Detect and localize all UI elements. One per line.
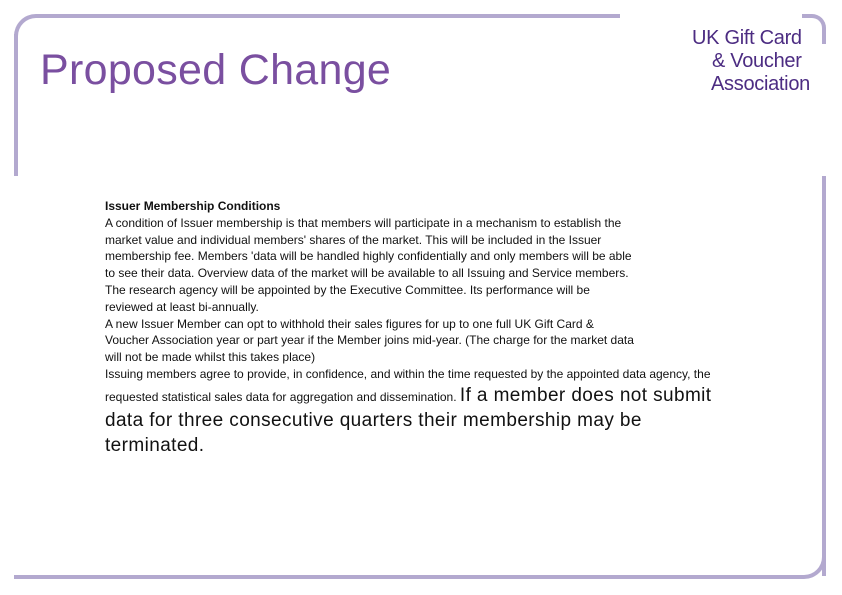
slide-title: Proposed Change xyxy=(40,46,392,94)
logo-line-1: UK Gift Card xyxy=(692,27,802,49)
logo-line-3: Association xyxy=(711,73,810,95)
section-heading: Issuer Membership Conditions xyxy=(105,199,281,213)
association-logo xyxy=(692,27,817,96)
frame-right-border xyxy=(822,176,826,576)
paragraph-data-provision-small: Issuing members agree to provide, in confidence, and within the time requested by the appointed data agency, the requested statistical sales data for aggregation and dissemination. xyxy=(105,366,711,404)
paragraph-data-provision xyxy=(105,366,745,458)
frame-bottom-border xyxy=(14,553,826,579)
paragraph-new-member: A new Issuer Member can opt to withhold their sales figures for up to one full UK Gift Card & Voucher Association year or part year if the Member joins mid-year. (The charge for the market data will not be made whilst this takes place) xyxy=(105,316,634,365)
frame-top-border xyxy=(14,14,620,38)
slide-body xyxy=(105,198,745,458)
paragraph-termination-large: If a member does not submit data for three consecutive quarters their membership may be terminated. xyxy=(105,384,712,456)
logo-line-2: & Voucher xyxy=(712,50,802,72)
paragraph-membership-condition: A condition of Issuer membership is that members will participate in a mechanism to establish the market value and individual members' shares of the market. This will be included in the Issuer membership fee. Members 'data will be handled highly confidentially and only members will be able to see their data. Overview data of the market will be available to all Issuing and Service members. The research agency will be appointed by the Executive Committee. Its performance will be reviewed at least bi-annually. xyxy=(105,215,632,314)
frame-left-border xyxy=(14,34,18,176)
